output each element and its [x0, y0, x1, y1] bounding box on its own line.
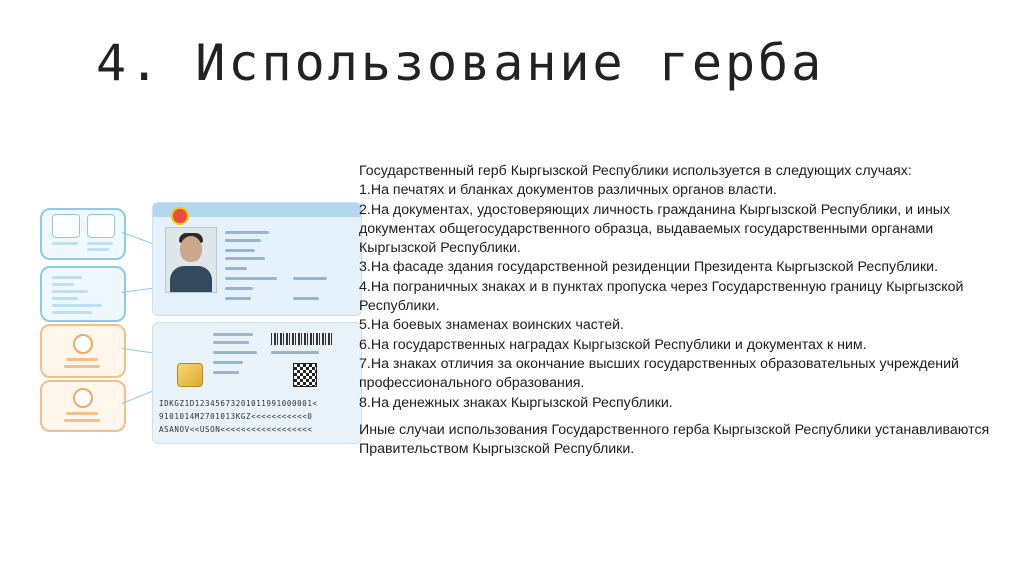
intro-text: Государственный герб Кыргызской Республики используется в следующих случаях:: [359, 163, 912, 179]
qr-code: [293, 363, 317, 387]
mrz-line: ASANOV<<USON<<<<<<<<<<<<<<<<<<: [159, 425, 313, 434]
list-item: 4.На пограничных знаках и в пунктах пропуска через Государственную границу Кыргызской Республики.: [359, 278, 964, 315]
list-item: 5.На боевых знаменах воинских частей.: [359, 317, 624, 334]
list-item: 1.На печатях и бланках документов различных органов власти.: [359, 182, 777, 199]
id-card-front: [152, 202, 362, 316]
list-item: 8.На денежных знаках Кыргызской Республики.: [359, 394, 673, 411]
holder-photo: [165, 227, 217, 293]
authorization-bubble: [40, 324, 126, 378]
id-card-illustration: [40, 198, 370, 448]
list-item: 7.На знаках отличия за окончание высших государственных образовательных учреждений профессионального образования.: [359, 355, 959, 392]
closing-text: Иные случаи использования Государственного герба Кыргызской Республики устанавливаются Правительством Кыргызской Республики.: [359, 421, 990, 458]
signature-bubble: [40, 380, 126, 432]
chip-icon: [177, 363, 203, 387]
list-item: 6.На государственных наградах Кыргызской Республики и документах к ним.: [359, 336, 867, 353]
list-item: 2.На документах, удостоверяющих личность гражданина Кыргызской Республики, и иных документах общегосударственного образца, выдаваемых государственными органами Кыргызской Республики.: [359, 201, 951, 257]
barcode: [271, 333, 333, 345]
mrz-line: 9101014M2701013KGZ<<<<<<<<<<<0: [159, 412, 313, 421]
body-text: [359, 162, 999, 459]
slide-title: 4. Использование герба: [96, 34, 825, 92]
photo-icon: [52, 214, 80, 238]
coat-of-arms-icon: [171, 207, 189, 225]
signature-icon: [73, 388, 93, 408]
id-card-back: [152, 322, 362, 444]
biometrics-bubble: [40, 208, 126, 260]
fingerprint-icon: [87, 214, 115, 238]
personal-data-bubble: [40, 266, 126, 322]
list-item: 3.На фасаде здания государственной резиденции Президента Кыргызской Республики.: [359, 259, 939, 276]
key-icon: [73, 334, 93, 354]
mrz-line: IDKGZ1D12345673201011991000001<: [159, 399, 318, 408]
